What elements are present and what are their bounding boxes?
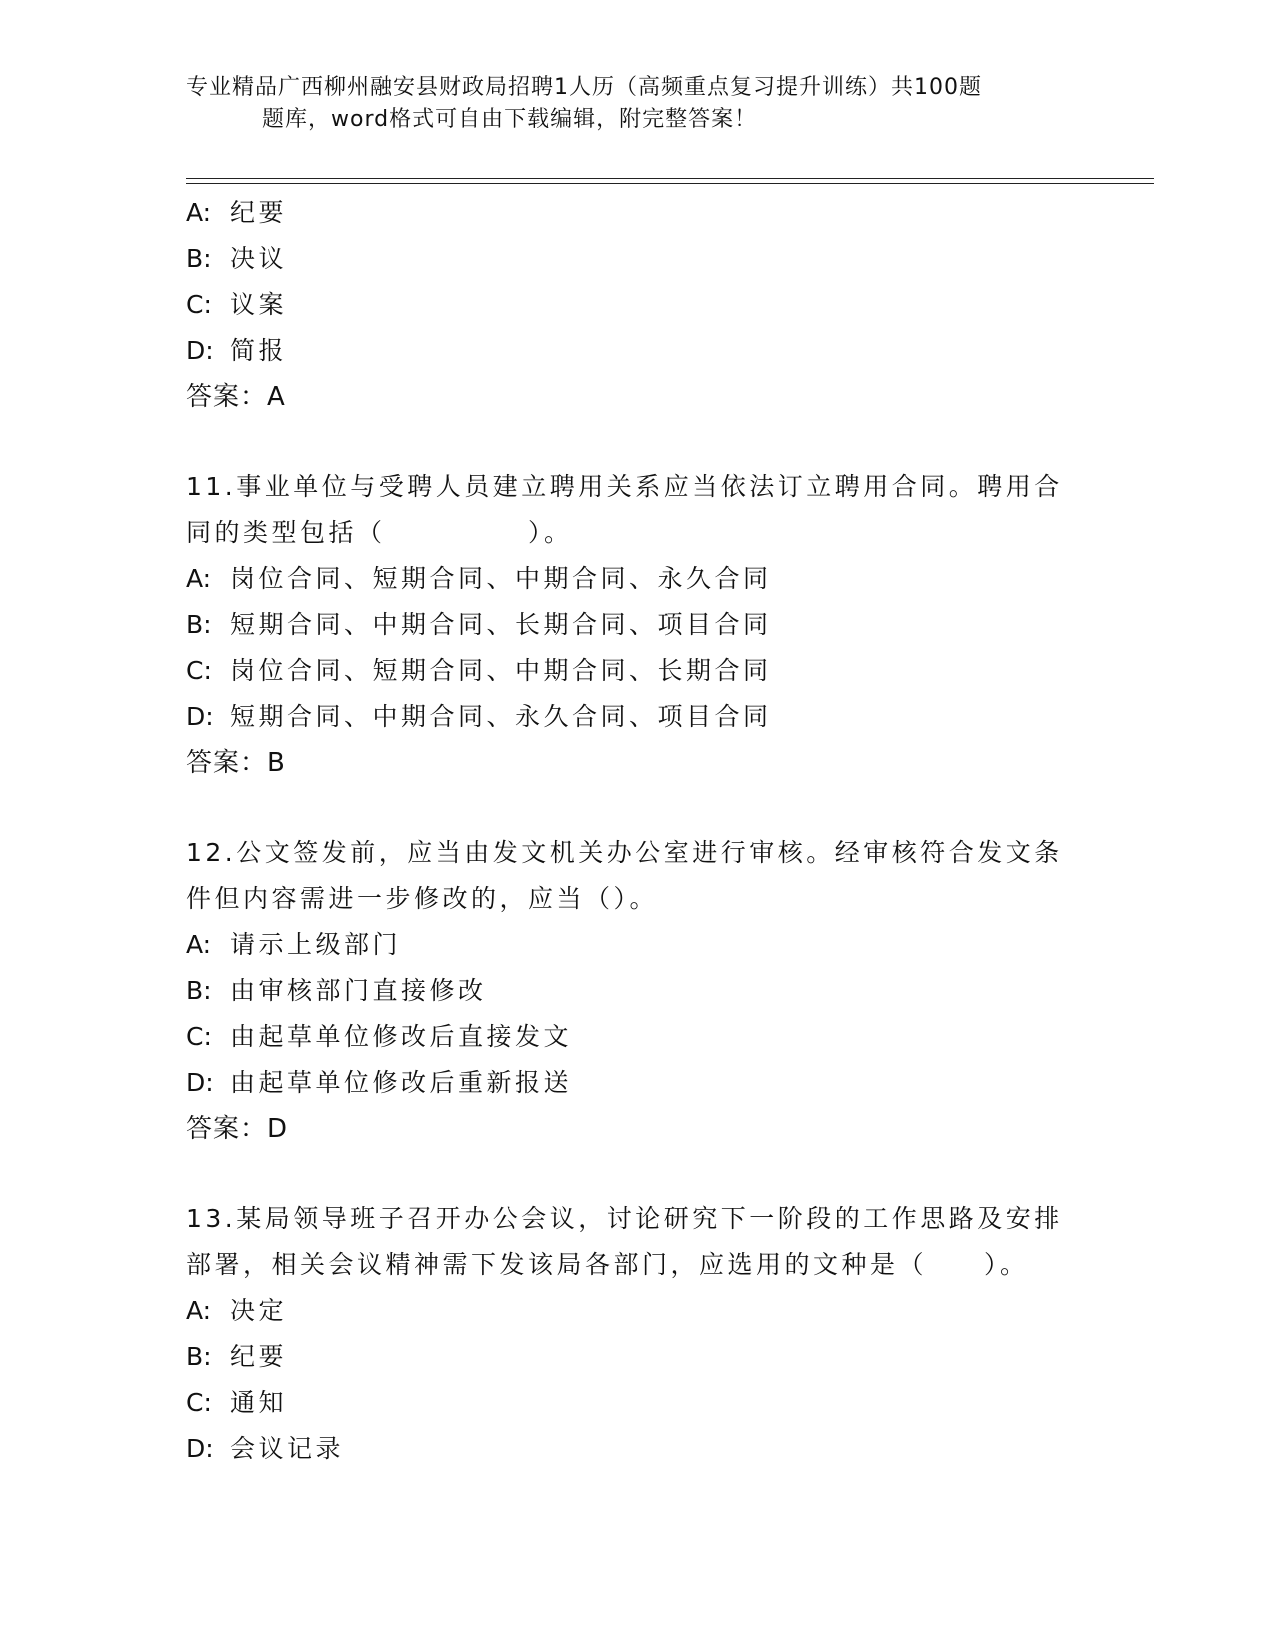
option-text: 纪要 [230, 1342, 288, 1371]
option-b [186, 1334, 1086, 1380]
option-text: 通知 [230, 1388, 288, 1417]
option-text: 决定 [230, 1296, 288, 1325]
answer: 答案：A [186, 382, 286, 412]
option-c [186, 282, 1086, 328]
document-header [186, 72, 1086, 136]
option-label: B: [186, 976, 212, 1005]
question-text-line2: 件但内容需进一步修改的，应当（）。 [186, 884, 659, 913]
option-text: 岗位合同、短期合同、中期合同、永久合同 [230, 564, 772, 593]
option-label: A: [186, 1296, 212, 1325]
option-a [186, 190, 1086, 236]
option-text: 由起草单位修改后直接发文 [230, 1022, 573, 1051]
option-b [186, 968, 1086, 1014]
question-block-13 [186, 1196, 1086, 1472]
option-d [186, 694, 1086, 740]
option-b [186, 236, 1086, 282]
option-text: 决议 [230, 244, 288, 273]
header-divider-top [186, 178, 1154, 179]
option-d [186, 1426, 1086, 1472]
option-label: D: [186, 1434, 214, 1463]
question-text-line1: 11.事业单位与受聘人员建立聘用关系应当依法订立聘用合同。聘用合 [186, 472, 1063, 501]
option-label: D: [186, 702, 214, 731]
option-a [186, 1288, 1086, 1334]
header-title-line1: 专业精品广西柳州融安县财政局招聘1人历（高频重点复习提升训练）共100题 [186, 75, 982, 100]
option-label: C: [186, 290, 212, 319]
option-label: A: [186, 198, 212, 227]
question-block-10 [186, 190, 1086, 420]
option-label: B: [186, 1342, 212, 1371]
answer: 答案：B [186, 748, 286, 778]
question-text-line2: 同的类型包括（ ）。 [186, 518, 573, 547]
question-block-11 [186, 464, 1086, 786]
option-text: 会议记录 [230, 1434, 345, 1463]
option-text: 岗位合同、短期合同、中期合同、长期合同 [230, 656, 772, 685]
option-label: C: [186, 1388, 212, 1417]
option-text: 由起草单位修改后重新报送 [230, 1068, 573, 1097]
header-divider-bottom [186, 183, 1154, 184]
option-label: D: [186, 336, 214, 365]
option-c [186, 1380, 1086, 1426]
option-label: B: [186, 244, 212, 273]
option-text: 纪要 [230, 198, 288, 227]
question-block-12 [186, 830, 1086, 1152]
option-label: A: [186, 564, 212, 593]
option-label: C: [186, 1022, 212, 1051]
option-label: A: [186, 930, 212, 959]
option-text: 议案 [230, 290, 288, 319]
option-c [186, 648, 1086, 694]
option-text: 简报 [230, 336, 288, 365]
option-label: B: [186, 610, 212, 639]
question-content [186, 190, 1086, 1472]
option-b [186, 602, 1086, 648]
question-text-line1: 12.公文签发前，应当由发文机关办公室进行审核。经审核符合发文条 [186, 838, 1063, 867]
option-text: 请示上级部门 [230, 930, 402, 959]
option-label: D: [186, 1068, 214, 1097]
option-text: 短期合同、中期合同、长期合同、项目合同 [230, 610, 772, 639]
option-a [186, 556, 1086, 602]
option-d [186, 1060, 1086, 1106]
option-a [186, 922, 1086, 968]
answer: 答案：D [186, 1114, 289, 1144]
option-d [186, 328, 1086, 374]
option-text: 短期合同、中期合同、永久合同、项目合同 [230, 702, 772, 731]
option-label: C: [186, 656, 212, 685]
option-c [186, 1014, 1086, 1060]
option-text: 由审核部门直接修改 [230, 976, 487, 1005]
header-title-line2: 题库，word格式可自由下载编辑，附完整答案！ [262, 107, 758, 132]
question-text-line2: 部署，相关会议精神需下发该局各部门，应选用的文种是（ ）。 [186, 1250, 1029, 1279]
question-text-line1: 13.某局领导班子召开办公会议，讨论研究下一阶段的工作思路及安排 [186, 1204, 1063, 1233]
